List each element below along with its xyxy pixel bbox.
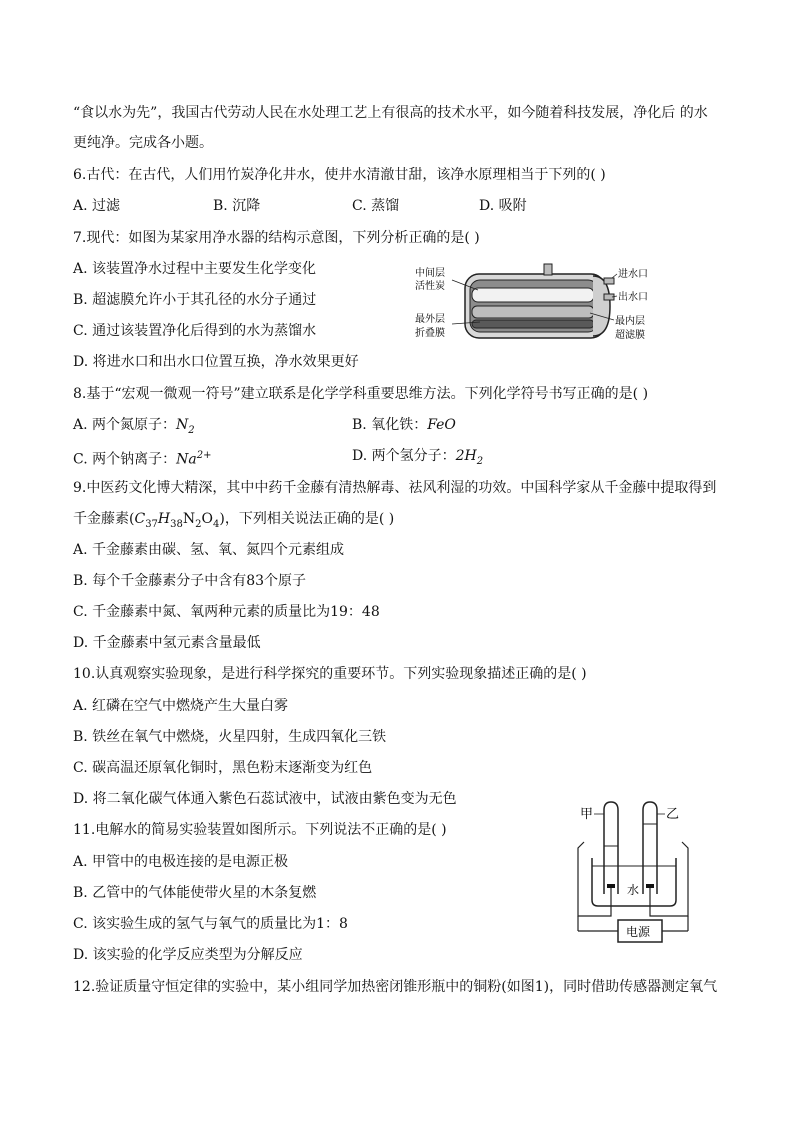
end-cap (593, 276, 610, 336)
formula: FeO (427, 417, 456, 433)
question-9-stem-line-2 (73, 509, 394, 535)
question-6-option-a: A. 过滤 (73, 198, 121, 214)
power-label: 电源 (626, 925, 651, 939)
question-8-option-a (73, 415, 195, 441)
question-7-stem: 7.现代：如图为某家用净水器的结构示意图，下列分析正确的是( ) (73, 230, 480, 246)
tube-b (643, 802, 657, 894)
question-11-option-a: A. 甲管中的电极连接的是电源正极 (73, 854, 289, 870)
question-9-stem: 9.中医药文化博大精深，其中中药千金藤有清热解毒、祛风利湿的功效。中国科学家从千金藤中提取得到 (73, 480, 717, 496)
subscript: 37 (145, 518, 158, 530)
question-11-stem: 11.电解水的简易实验装置如图所示。下列说法不正确的是( ) (73, 822, 447, 838)
subscript: 38 (170, 518, 183, 530)
question-11-option-d: D. 该实验的化学反应类型为分解反应 (73, 947, 303, 963)
label-middle-2: 活性炭 (415, 281, 445, 292)
option-label: D. 两个氢分子： (352, 448, 456, 464)
tube-a (604, 802, 618, 894)
question-6-stem: 6.古代：在古代，人们用竹炭净化井水，使井水清澈甘甜，该净水原理相当于下列的( ) (73, 167, 606, 183)
label-inner-2: 超滤膜 (615, 330, 645, 341)
question-7-option-d: D. 将进水口和出水口位置互换，净水效果更好 (73, 354, 359, 370)
question-9-option-a: A. 千金藤素由碳、氢、氧、氮四个元素组成 (73, 542, 345, 558)
label-middle-1: 中间层 (415, 268, 445, 279)
question-11-option-b: B. 乙管中的气体能使带火星的木条复燃 (73, 885, 317, 901)
element-symbol: H (157, 511, 171, 527)
element-symbol: C (134, 511, 146, 527)
intro-line-2: 更纯净。完成各小题。 (73, 135, 213, 151)
electrolysis-figure (570, 796, 700, 946)
formula: Na (176, 451, 197, 468)
element-symbol: N (182, 511, 196, 527)
tube-a-label: 甲 (580, 807, 594, 822)
question-10-option-c: C. 碳高温还原氧化铜时，黑色粉末逐渐变为红色 (73, 760, 373, 776)
activated-carbon-layer (472, 288, 594, 302)
option-label: C. 两个钠离子： (73, 451, 177, 468)
subscript: 2 (476, 455, 484, 467)
subscript: 2 (195, 518, 202, 530)
question-8-option-c (73, 446, 211, 470)
intro-line-1: “食以水为先”，我国古代劳动人民在水处理工艺上有很高的技术水平，如今随着科技发展，净化后 的水 (73, 105, 708, 121)
option-label: A. 两个氮原子： (73, 417, 177, 433)
question-8-stem: 8.基于“宏观一微观一符号”建立联系是化学学科重要思维方法。下列化学符号书写正确的是( ) (73, 386, 649, 402)
question-10-option-b: B. 铁丝在氧气中燃烧，火星四射，生成四氧化三铁 (73, 729, 387, 745)
question-6-option-d: D. 吸附 (479, 198, 527, 214)
question-8-option-d (352, 446, 483, 472)
folded-membrane-layer (472, 320, 594, 328)
question-6-option-b: B. 沉降 (213, 198, 261, 214)
inlet-pipe (604, 278, 614, 284)
superscript: 2+ (196, 450, 212, 461)
water-label: 水 (627, 883, 640, 897)
question-12-stem: 12.验证质量守恒定律的实验中，某小组同学加热密闭锥形瓶中的铜粉(如图1)，同时借助传感器测定氧气 (73, 979, 718, 995)
top-fitting (544, 264, 552, 275)
question-10-option-d: D. 将二氧化碳气体通入紫色石蕊试液中，试液由紫色变为无色 (73, 791, 457, 807)
question-9-option-c: C. 千金藤素中氮、氧两种元素的质量比为19：48 (73, 604, 380, 620)
stem-text: )，下列相关说法正确的是( ) (219, 511, 395, 527)
label-inlet: 进水口 (618, 269, 648, 280)
subscript: 4 (212, 518, 220, 530)
element-symbol: O (201, 511, 213, 527)
question-10-option-a: A. 红磷在空气中燃烧产生大量白雾 (73, 698, 289, 714)
label-outlet: 出水口 (618, 292, 648, 303)
question-7-option-b: B. 超滤膜允许小于其孔径的水分子通过 (73, 292, 317, 308)
question-7-option-c: C. 通过该装置净化后得到的水为蒸馏水 (73, 323, 317, 339)
subscript: 2 (188, 424, 195, 436)
electrode-b (646, 884, 654, 888)
question-10-stem: 10.认真观察实验现象，是进行科学探究的重要环节。下列实验现象描述正确的是( ) (73, 666, 587, 682)
electrode-a (607, 884, 615, 888)
leader-inlet (612, 274, 617, 278)
question-9-option-b: B. 每个千金藤素分子中含有83个原子 (73, 573, 307, 589)
question-6-option-c: C. 蒸馏 (352, 198, 400, 214)
question-11-option-c: C. 该实验生成的氢气与氧气的质量比为1：8 (73, 916, 348, 932)
formula: N (176, 417, 189, 433)
label-inner-1: 最内层 (615, 316, 645, 327)
question-9-option-d: D. 千金藤素中氢元素含量最低 (73, 635, 261, 651)
stem-text: 千金藤素( (73, 511, 135, 527)
water-purifier-figure (410, 258, 660, 348)
wire-b (650, 842, 688, 916)
label-outer-1: 最外层 (415, 314, 445, 325)
formula: 2H (455, 448, 477, 464)
question-7-option-a: A. 该装置净水过程中主要发生化学变化 (73, 261, 317, 277)
ultrafiltration-layer (472, 306, 594, 318)
label-outer-2: 折叠膜 (415, 328, 445, 339)
option-label: B. 氧化铁： (352, 417, 428, 433)
question-8-option-b (352, 415, 456, 435)
tube-b-label: 乙 (666, 807, 680, 822)
